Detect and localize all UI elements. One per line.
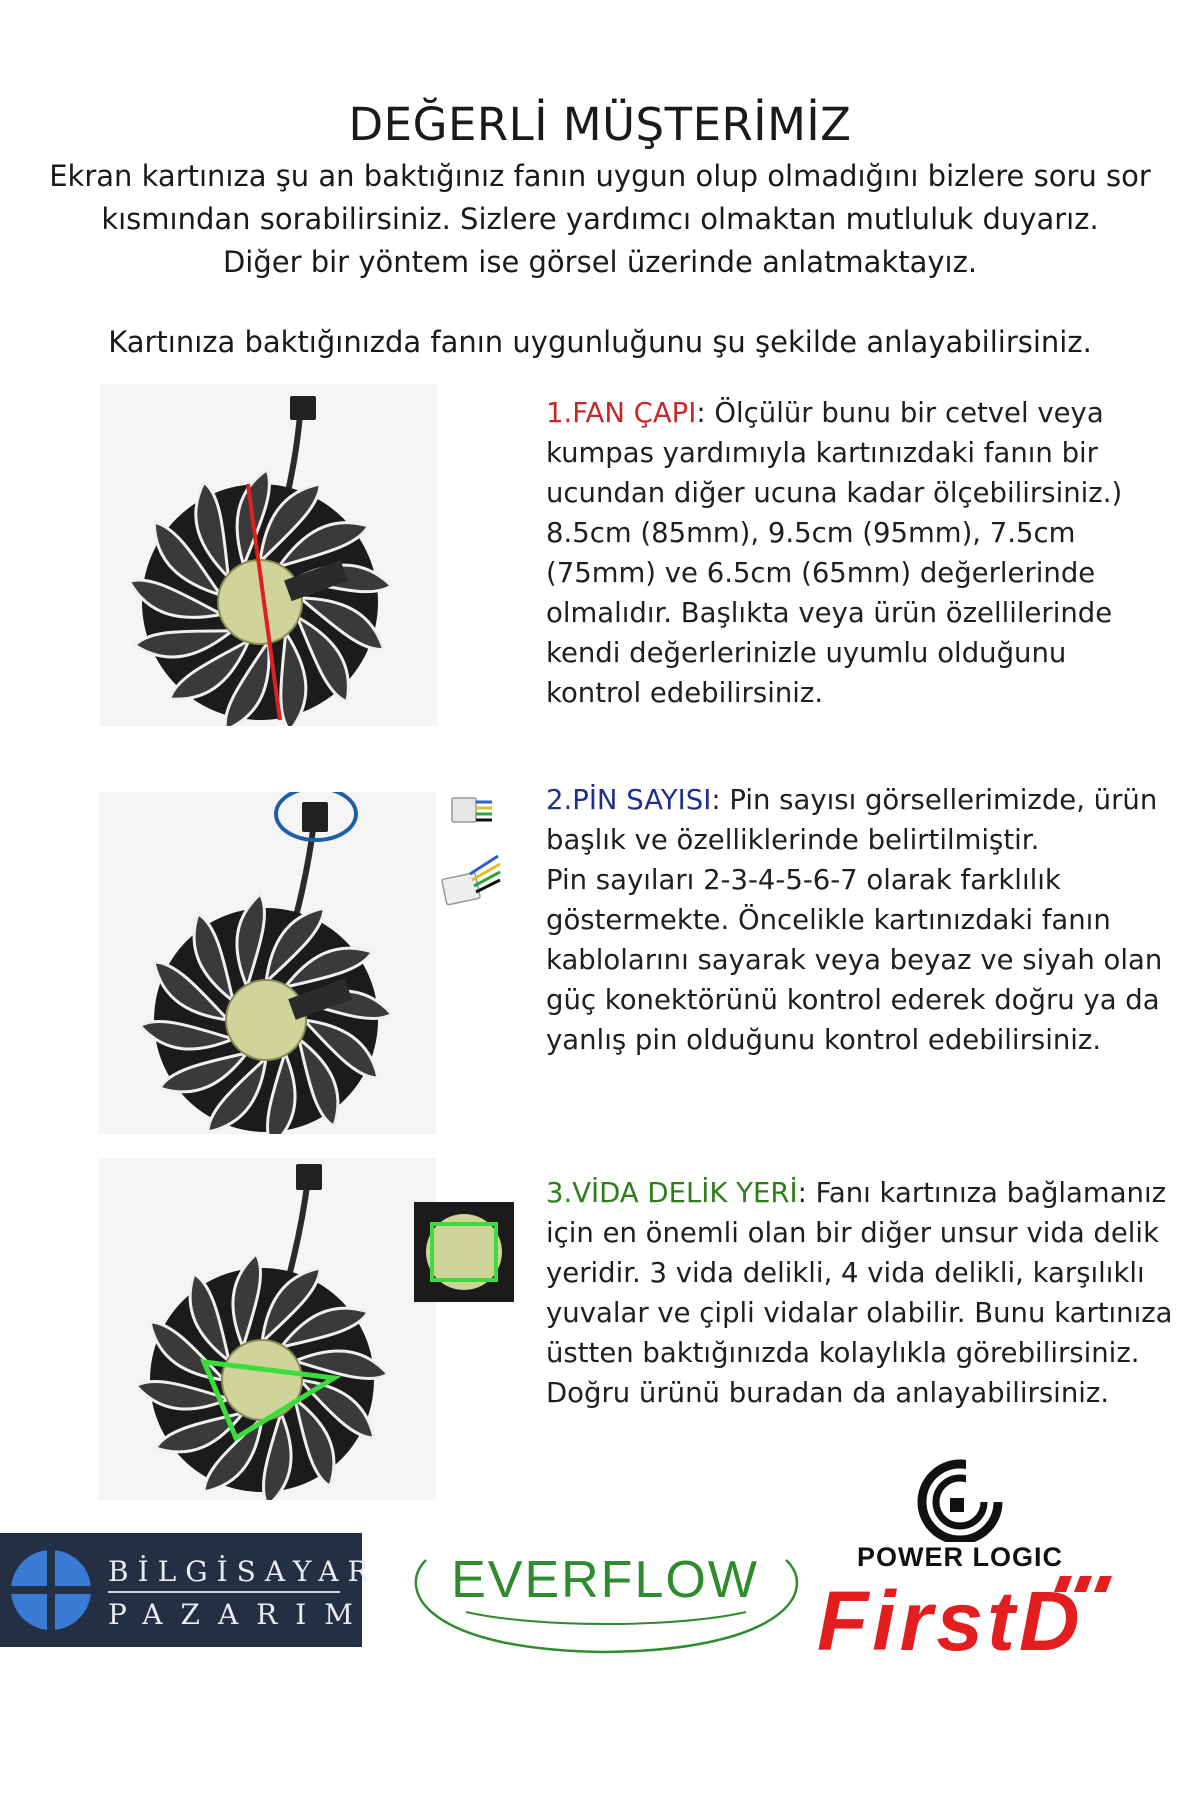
globe-icon	[6, 1545, 96, 1635]
intro-line-3: Diğer bir yöntem ise görsel üzerinde anlatmaktayız.	[222, 245, 978, 279]
section-line: başlık ve özelliklerinde belirtilmiştir.	[546, 824, 1040, 856]
section-line: yeridir. 3 vida delikli, 4 vida delikli, karşılıklı	[546, 1257, 1145, 1289]
fan-image	[98, 792, 436, 1134]
logo-divider	[108, 1591, 340, 1593]
fan-image	[100, 384, 438, 726]
hub-closeup-thumbnail	[414, 1202, 514, 1302]
connector-thumbnail-large	[440, 850, 502, 912]
section-line: göstermekte. Öncelikle kartınızdaki fanın	[546, 904, 1111, 936]
howto-line: Kartınıza baktığınızda fanın uygunluğunu şu şekilde anlayabilirsiniz.	[108, 325, 1092, 359]
powerlogic-firstd-logo	[812, 1458, 1192, 1668]
hub-label	[226, 980, 306, 1060]
section-line: (75mm) ve 6.5cm (65mm) değerlerinde	[546, 557, 1096, 589]
fan-image	[98, 1158, 436, 1500]
fan-diameter-photo	[100, 384, 438, 726]
fan-pin-photo	[98, 792, 436, 1134]
section-heading: 1.FAN ÇAPI	[546, 397, 697, 429]
section-heading: 3.VİDA DELİK YERİ	[546, 1177, 798, 1209]
logo-text-firstd: FirstD	[817, 1574, 1084, 1668]
intro-line-2: kısmından sorabilirsiniz. Sizlere yardımcı olmaktan mutluluk duyarız.	[101, 202, 1099, 236]
section-line: 3.VİDA DELİK YERİ: Fanı kartınıza bağlamanız	[546, 1177, 1167, 1209]
section-line: 2.PİN SAYISI: Pin sayısı görsellerimizde, ürün	[546, 784, 1158, 816]
section-screw-hole	[546, 1173, 1186, 1413]
section-line: ucundan diğer ucuna kadar ölçebilirsiniz.)	[546, 477, 1123, 509]
connector-thumbnail-small	[446, 786, 496, 836]
section-line: yuvalar ve çipli vidalar olabilir. Bunu kartınıza	[546, 1297, 1173, 1329]
logo-text-bilgisayar: BİLGİSAYAR	[108, 1555, 378, 1588]
logo-text-pazarim: PAZARIM	[108, 1598, 371, 1631]
section-line: 1.FAN ÇAPI: Ölçülür bunu bir cetvel veya	[546, 397, 1104, 429]
section-line: kendi değerlerinizle uyumlu olduğunu	[546, 637, 1067, 669]
intro-line-1: Ekran kartınıza şu an baktığınız fanın uygun olup olmadığını bizlere soru sor	[49, 159, 1151, 193]
section-line: 8.5cm (85mm), 9.5cm (95mm), 7.5cm	[546, 517, 1076, 549]
fan-screw-photo	[98, 1158, 436, 1500]
section-line: olmalıdır. Başlıkta veya ürün özellilerinde	[546, 597, 1113, 629]
connector-icon	[440, 850, 502, 912]
section-line: yanlış pin olduğunu kontrol edebilirsiniz.	[546, 1024, 1102, 1056]
logo-text-powerlogic: POWER LOGIC	[857, 1542, 1063, 1572]
section-line: kontrol edebilirsiniz.	[546, 677, 824, 709]
section-line: için en önemli olan bir diğer unsur vida delik	[546, 1217, 1160, 1249]
section-fan-diameter	[546, 393, 1186, 713]
section-pin-count	[546, 780, 1186, 1060]
section-line: Doğru ürünü buradan da anlayabilirsiniz.	[546, 1377, 1110, 1409]
section-line: Pin sayıları 2-3-4-5-6-7 olarak farklılık	[546, 864, 1061, 896]
bilgisayar-pazarim-logo	[0, 1533, 378, 1647]
section-line: kumpas yardımıyla kartınızdaki fanın bir	[546, 437, 1098, 469]
section-line: kablolarını sayarak veya beyaz ve siyah olan	[546, 944, 1163, 976]
logo-text-everflow: EVERFLOW	[451, 1551, 759, 1609]
section-heading: 2.PİN SAYISI	[546, 784, 712, 816]
connector-icon	[446, 786, 496, 836]
powerlogic-swirl-icon	[910, 1458, 1010, 1542]
section-line: üstten baktığınızda kolaylıkla görebilirsiniz.	[546, 1337, 1140, 1369]
hub-closeup-image	[414, 1202, 514, 1302]
page-title: DEĞERLİ MÜŞTERİMİZ	[348, 98, 852, 151]
hub-label	[222, 1340, 302, 1420]
everflow-logo	[386, 1520, 824, 1665]
section-line: güç konektörünü kontrol ederek doğru ya da	[546, 984, 1160, 1016]
